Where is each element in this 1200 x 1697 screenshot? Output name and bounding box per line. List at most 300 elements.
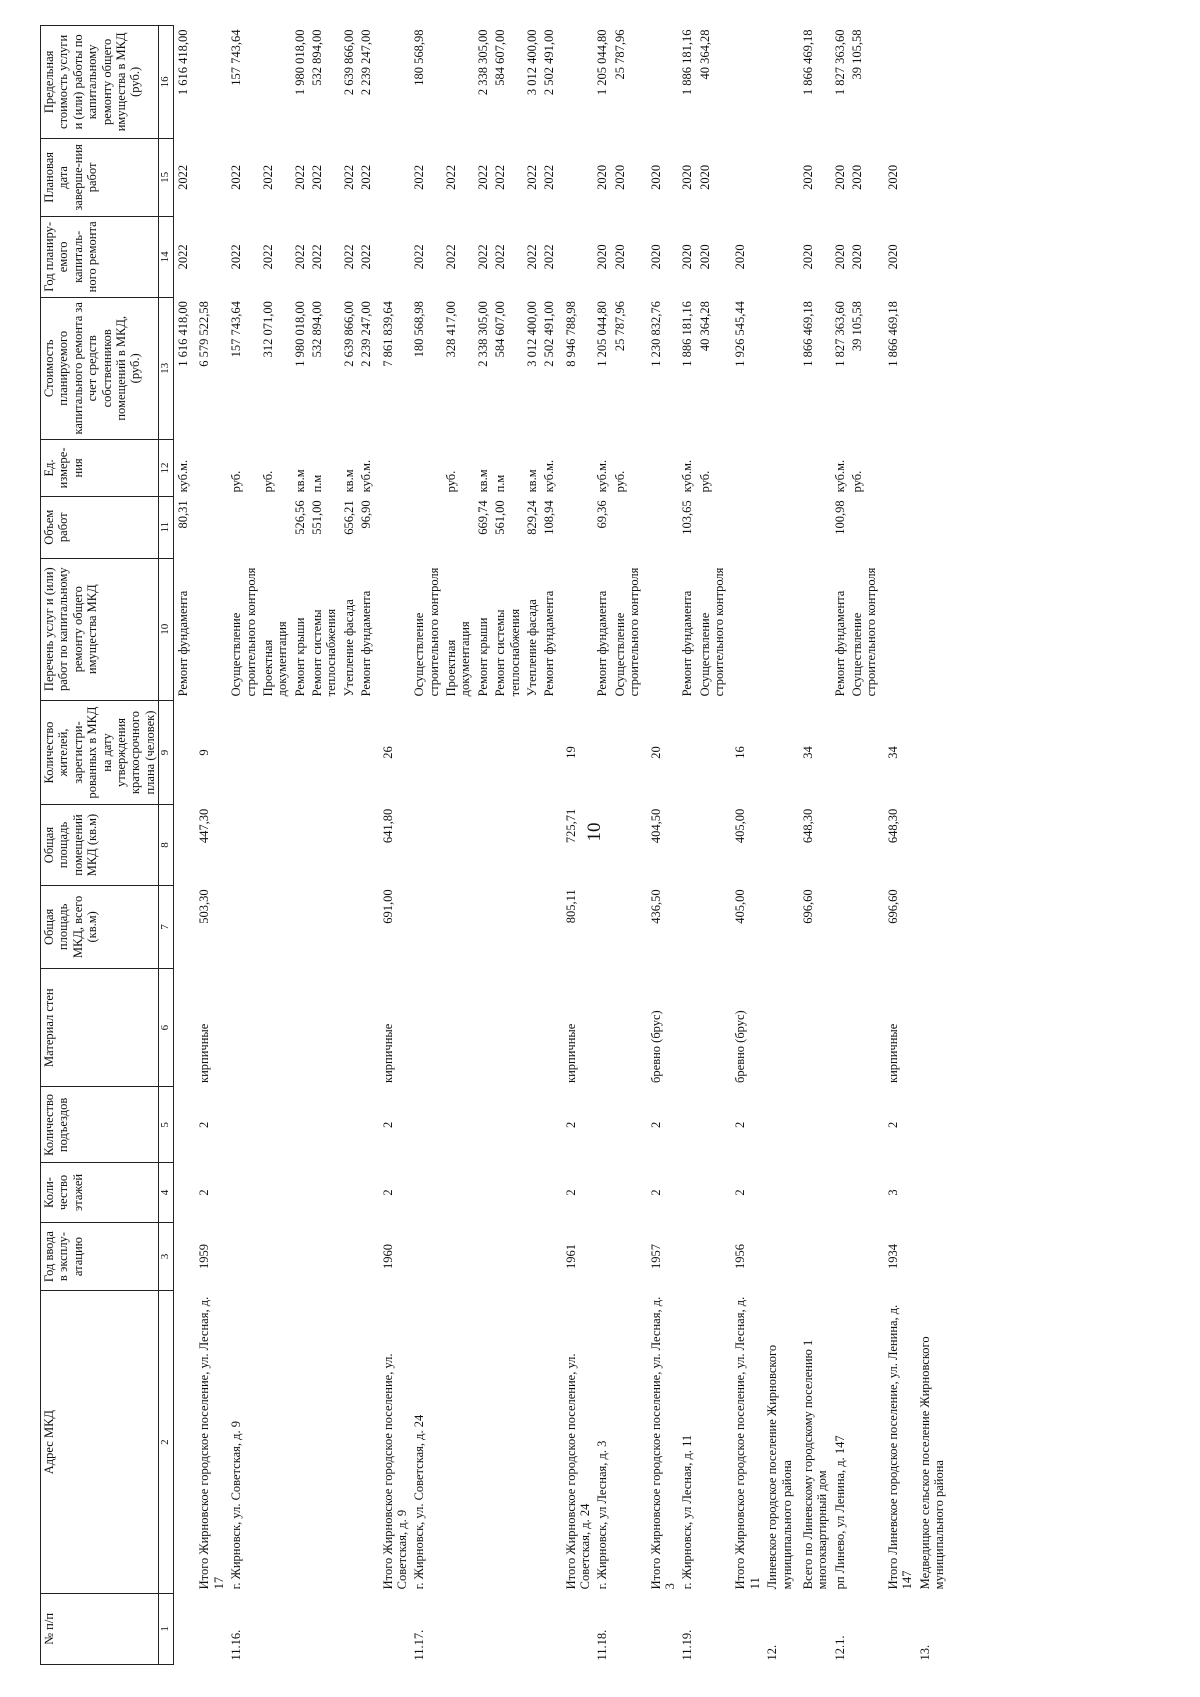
cell-col-8 [291, 805, 308, 886]
cell-col-6 [678, 968, 695, 1087]
cell-col-13: 1 205 044,80 [595, 301, 610, 367]
cell-col-2: г. Жирновск, ул. Советская, д. 24 [412, 1414, 427, 1590]
cell-col-7: 691,00 [380, 889, 395, 924]
cell-col-13: 1 230 832,76 [648, 301, 663, 367]
cell-col-10: Осуществление строительного контроля [850, 567, 879, 697]
cell-col-3 [611, 1222, 643, 1291]
cell-col-14: 2020 [885, 244, 900, 270]
cell-col-1 [491, 1593, 523, 1664]
summary-row [643, 26, 679, 1665]
cell-col-4: 2 [563, 1189, 578, 1196]
cell-col-11: 103,65 [680, 500, 695, 535]
cell-col-15: 2020 [648, 164, 663, 190]
cell-col-3 [357, 1222, 374, 1291]
cell-col-6 [491, 968, 523, 1087]
cell-col-5 [831, 1087, 848, 1163]
cell-col-9 [259, 700, 291, 804]
cell-col-2 [174, 1291, 192, 1593]
cell-col-14: 2022 [359, 244, 374, 270]
cell-col-14: 2022 [229, 244, 244, 270]
cell-col-7 [678, 885, 695, 968]
cell-col-14: 2022 [475, 244, 490, 270]
cell-col-4 [259, 1163, 291, 1222]
cell-col-1: 11.16. [229, 1629, 244, 1661]
cell-col-5 [593, 1087, 610, 1163]
cell-col-10 [643, 558, 679, 700]
cell-col-7: 503,30 [197, 889, 212, 924]
cell-col-13: 1 886 181,16 [680, 301, 695, 367]
table-row [474, 26, 491, 1665]
cell-col-1 [340, 1593, 357, 1664]
cell-col-1: 11.17. [412, 1629, 427, 1661]
cell-col-15: 2022 [444, 164, 458, 190]
cell-col-11: 80,31 [176, 500, 190, 529]
cell-col-16: 2 338 305,00 [475, 29, 490, 96]
cell-col-11 [410, 496, 442, 558]
cell-col-14: 2022 [310, 244, 324, 270]
cell-col-6 [611, 968, 643, 1087]
table-row [540, 26, 557, 1665]
cell-col-12 [643, 439, 679, 496]
cell-col-7 [442, 885, 474, 968]
cell-col-4 [763, 1163, 795, 1222]
cell-col-12: куб.м. [176, 459, 190, 493]
cell-col-1 [523, 1593, 540, 1664]
cell-col-12: кв.м [292, 469, 307, 493]
table-row [442, 26, 474, 1665]
cell-col-13: 3 012 400,00 [524, 301, 539, 367]
cell-col-2 [696, 1291, 728, 1593]
cell-col-15: 2020 [850, 164, 864, 190]
cell-col-9 [340, 700, 357, 804]
cell-col-16: 1 980 018,00 [292, 29, 307, 96]
cell-col-5 [848, 1087, 880, 1163]
cell-col-15 [558, 138, 594, 216]
cell-col-14 [763, 217, 795, 298]
cell-col-9 [763, 700, 795, 804]
cell-col-15: 2022 [310, 164, 324, 190]
cell-col-12 [880, 439, 916, 496]
cell-col-13: 312 071,00 [260, 301, 275, 358]
cell-col-11 [763, 496, 795, 558]
cell-col-12: куб.м. [680, 459, 695, 493]
cell-col-6 [795, 968, 831, 1087]
cell-col-14: 2022 [493, 244, 508, 270]
cell-col-13: 2 639 866,00 [341, 301, 356, 367]
cell-col-2: г. Жирновск, ул Лесная, д. 3 [595, 1440, 610, 1590]
cell-col-1: 11.18. [595, 1629, 610, 1661]
cell-col-9: 34 [885, 746, 900, 759]
cell-col-3: 1959 [197, 1244, 212, 1270]
table-row [259, 26, 291, 1665]
cell-col-6: бревно (брус) [648, 1010, 663, 1083]
column-number-10: 10 [159, 558, 174, 700]
cell-col-13: 40 364,28 [697, 301, 712, 352]
cell-col-11 [611, 496, 643, 558]
cell-col-3 [291, 1222, 308, 1291]
cell-col-7 [831, 885, 848, 968]
cell-col-3 [308, 1222, 340, 1291]
cell-col-7 [696, 885, 728, 968]
cell-col-4 [491, 1163, 523, 1222]
cell-col-6 [831, 968, 848, 1087]
cell-col-3 [474, 1222, 491, 1291]
cell-col-2: г. Жирновск, ул. Советская, д. 9 [229, 1420, 244, 1590]
cell-col-10: Ремонт фундамента [832, 590, 847, 697]
cell-col-11 [696, 496, 728, 558]
cell-col-14: 2022 [412, 244, 427, 270]
cell-col-11 [727, 496, 763, 558]
cell-col-13: 2 239 247,00 [359, 301, 374, 367]
cell-col-14: 2020 [680, 244, 695, 270]
cell-col-9 [593, 700, 610, 804]
cell-col-8 [442, 805, 474, 886]
cell-col-12: куб.м. [359, 459, 374, 493]
cell-col-16: 2 502 491,00 [542, 29, 557, 96]
cell-col-5 [916, 1087, 948, 1163]
summary-row [727, 26, 763, 1665]
cell-col-5 [227, 1087, 259, 1163]
table-row [291, 26, 308, 1665]
table-row [340, 26, 357, 1665]
cell-col-3 [795, 1222, 831, 1291]
cell-col-9 [540, 700, 557, 804]
cell-col-1 [643, 1593, 679, 1664]
cell-col-9 [611, 700, 643, 804]
cell-col-14: 2020 [832, 244, 847, 270]
column-header-14: Год планиру-емого капиталь-ного ремонта [41, 217, 159, 298]
cell-col-12: куб.м. [832, 459, 847, 493]
cell-col-5: 2 [563, 1121, 578, 1129]
cell-col-8 [410, 805, 442, 886]
cell-col-13: 39 105,58 [850, 301, 864, 352]
cell-col-8 [474, 805, 491, 886]
cell-col-16 [727, 26, 763, 139]
cell-col-10: Проектная документация [260, 621, 290, 697]
column-number-row [159, 26, 174, 1665]
cell-col-15 [916, 138, 948, 216]
cell-col-11: 829,24 [524, 500, 539, 535]
cell-col-9 [848, 700, 880, 804]
column-header-10: Перечень услуг и (или) работ по капитальному ремонту общего имущества МКД [41, 558, 159, 700]
cell-col-12: руб. [260, 470, 275, 493]
cell-col-8 [259, 805, 291, 886]
cell-col-5: 2 [197, 1121, 212, 1129]
cell-col-15: 2020 [697, 164, 712, 190]
cell-col-10: Проектная документация [444, 621, 473, 697]
column-number-3: 3 [159, 1222, 174, 1291]
cell-col-11 [375, 496, 411, 558]
cell-col-15: 2022 [524, 164, 539, 190]
cell-col-12 [763, 439, 795, 496]
cell-col-13: 532 894,00 [310, 301, 324, 358]
cell-col-5: 2 [380, 1121, 395, 1129]
cell-col-13: 25 787,96 [612, 301, 627, 352]
cell-col-8 [916, 805, 948, 886]
cell-col-15: 2020 [595, 164, 610, 190]
cell-col-4 [291, 1163, 308, 1222]
cell-col-2 [540, 1291, 557, 1593]
cell-col-3 [523, 1222, 540, 1291]
cell-col-14: 2020 [648, 244, 663, 270]
cell-col-10: Утепление фасада [524, 599, 539, 697]
cell-col-16 [558, 26, 594, 139]
column-number-7: 7 [159, 885, 174, 968]
cell-col-4 [831, 1163, 848, 1222]
cell-col-12 [191, 439, 227, 496]
table-row [611, 26, 643, 1665]
cell-col-2 [611, 1291, 643, 1593]
cell-col-6 [916, 968, 948, 1087]
cell-col-9 [308, 700, 340, 804]
cell-col-2: рп Линево, ул Ленина, д. 147 [832, 1435, 847, 1590]
cell-col-14: 2022 [176, 244, 190, 270]
cell-col-5 [291, 1087, 308, 1163]
column-header-7: Общая площадь МКД, всего (кв.м) [41, 885, 159, 968]
cell-col-16: 1 616 418,00 [176, 29, 190, 96]
cell-col-16: 39 105,58 [850, 29, 864, 80]
cell-col-10: Ремонт фундамента [542, 590, 557, 697]
cell-col-13: 2 502 491,00 [542, 301, 557, 367]
cell-col-12 [916, 439, 948, 496]
cell-col-12 [558, 439, 594, 496]
table-row [763, 26, 795, 1665]
cell-col-9 [678, 700, 695, 804]
cell-col-1: 12.1. [832, 1635, 847, 1661]
cell-col-11: 551,00 [310, 500, 324, 535]
cell-col-10: Ремонт фундамента [595, 590, 610, 697]
cell-col-16: 1 827 363,60 [832, 29, 847, 96]
cell-col-7: 436,50 [648, 889, 663, 924]
cell-col-8 [491, 805, 523, 886]
column-number-16: 16 [159, 26, 174, 139]
cell-col-15: 2022 [493, 164, 508, 190]
cell-col-4 [308, 1163, 340, 1222]
cell-col-13: 157 743,64 [229, 301, 244, 358]
cell-col-10 [880, 558, 916, 700]
cell-col-4 [523, 1163, 540, 1222]
cell-col-11 [442, 496, 474, 558]
cell-col-7 [227, 885, 259, 968]
cell-col-3 [227, 1222, 259, 1291]
cell-col-5 [611, 1087, 643, 1163]
cell-col-6: кирпичные [563, 1023, 578, 1083]
cell-col-16: 1 886 181,16 [680, 29, 695, 96]
cell-col-10: Ремонт фундамента [359, 590, 374, 697]
cell-col-1: 13. [917, 1644, 932, 1661]
column-number-13: 13 [159, 297, 174, 439]
table-row [410, 26, 442, 1665]
cell-col-16: 2 639 866,00 [341, 29, 356, 96]
cell-col-10: Утепление фасада [341, 599, 356, 697]
column-header-12: Ед. измере-ния [41, 439, 159, 496]
cell-col-11: 561,00 [493, 500, 508, 535]
cell-col-6 [848, 968, 880, 1087]
column-number-6: 6 [159, 968, 174, 1087]
cell-col-14: 2020 [595, 244, 610, 270]
cell-col-14: 2020 [800, 244, 815, 270]
table-row [916, 26, 948, 1665]
cell-col-8 [308, 805, 340, 886]
cell-col-3: 1961 [563, 1244, 578, 1270]
cell-col-6 [308, 968, 340, 1087]
cell-col-2 [357, 1291, 374, 1593]
cell-col-12 [727, 439, 763, 496]
cell-col-2: Итого Жирновское городское поселение, ул. Советская, д. 24 [563, 1353, 592, 1590]
cell-col-7 [763, 885, 795, 968]
table-row [357, 26, 374, 1665]
cell-col-2 [523, 1291, 540, 1593]
cell-col-16: 3 012 400,00 [524, 29, 539, 96]
cell-col-11 [191, 496, 227, 558]
cell-col-2 [291, 1291, 308, 1593]
cell-col-5 [357, 1087, 374, 1163]
cell-col-5 [491, 1087, 523, 1163]
cell-col-13: 1 616 418,00 [176, 301, 190, 367]
cell-col-5 [678, 1087, 695, 1163]
cell-col-3 [259, 1222, 291, 1291]
cell-col-10: Ремонт фундамента [176, 590, 190, 697]
cell-col-3 [593, 1222, 610, 1291]
cell-col-8 [340, 805, 357, 886]
cell-col-16 [375, 26, 411, 139]
cell-col-4 [357, 1163, 374, 1222]
cell-col-9: 19 [563, 746, 578, 759]
cell-col-3: 1957 [648, 1244, 663, 1270]
page-number: 10 [584, 822, 605, 842]
cell-col-12: кв.м [341, 469, 356, 493]
cell-col-5 [308, 1087, 340, 1163]
table-row [678, 26, 695, 1665]
cell-col-9 [491, 700, 523, 804]
cell-col-10: Ремонт системы теплоснабжения [493, 608, 522, 697]
cell-col-6: кирпичные [380, 1023, 395, 1083]
cell-col-9 [831, 700, 848, 804]
cell-col-16: 25 787,96 [612, 29, 627, 80]
cell-col-13: 1 866 469,18 [800, 301, 815, 367]
table-row [831, 26, 848, 1665]
cell-col-3: 1960 [380, 1244, 395, 1270]
column-number-1: 1 [159, 1593, 174, 1664]
cell-col-4 [611, 1163, 643, 1222]
cell-col-1 [191, 1593, 227, 1664]
cell-col-1 [795, 1593, 831, 1664]
cell-col-1: 11.19. [680, 1629, 695, 1661]
cell-col-1 [474, 1593, 491, 1664]
cell-col-11: 656,21 [341, 500, 356, 535]
cell-col-11 [643, 496, 679, 558]
cell-col-12: кв.м [475, 469, 490, 493]
cell-col-4 [593, 1163, 610, 1222]
cell-col-2 [491, 1291, 523, 1593]
cell-col-10 [795, 558, 831, 700]
cell-col-7 [174, 885, 192, 968]
cell-col-16 [191, 26, 227, 139]
cell-col-2: Медведицкое сельское поселение Жирновского муниципального района [917, 1336, 946, 1590]
cell-col-14: 2020 [612, 244, 627, 270]
cell-col-5: 2 [733, 1121, 748, 1129]
cell-col-1 [727, 1593, 763, 1664]
cell-col-5: 2 [885, 1121, 900, 1129]
cell-col-8: 641,80 [380, 808, 395, 844]
cell-col-2: Всего по Линевскому городскому поселению 1 многоквартирный дом [800, 1339, 830, 1590]
cell-col-4: 3 [885, 1189, 900, 1196]
cell-col-6 [357, 968, 374, 1087]
column-header-1: № п/п [41, 1593, 159, 1664]
cell-col-5 [696, 1087, 728, 1163]
cell-col-13: 1 980 018,00 [292, 301, 307, 367]
cell-col-8 [593, 805, 610, 886]
cell-col-1 [259, 1593, 291, 1664]
table-row [848, 26, 880, 1665]
cell-col-1 [308, 1593, 340, 1664]
cell-col-16 [763, 26, 795, 139]
capital-repair-plan-table [40, 25, 947, 1665]
cell-col-8 [611, 805, 643, 886]
cell-col-14 [191, 217, 227, 298]
cell-col-11 [227, 496, 259, 558]
cell-col-6 [410, 968, 442, 1087]
cell-col-15 [375, 138, 411, 216]
table-row [308, 26, 340, 1665]
cell-col-14: 2022 [542, 244, 557, 270]
summary-row [558, 26, 594, 1665]
cell-col-15 [191, 138, 227, 216]
cell-col-6: кирпичные [197, 1023, 212, 1083]
cell-col-11: 108,94 [542, 500, 557, 535]
cell-col-14 [916, 217, 948, 298]
column-number-15: 15 [159, 138, 174, 216]
cell-col-10: Осуществление строительного контроля [229, 567, 258, 697]
column-number-12: 12 [159, 439, 174, 496]
cell-col-3 [491, 1222, 523, 1291]
cell-col-11: 526,56 [292, 500, 307, 535]
cell-col-5 [540, 1087, 557, 1163]
cell-col-2 [474, 1291, 491, 1593]
column-number-5: 5 [159, 1087, 174, 1163]
column-number-14: 14 [159, 217, 174, 298]
cell-col-2: Итого Жирновское городское поселение, ул. Советская, д. 9 [380, 1353, 409, 1590]
cell-col-3 [442, 1222, 474, 1291]
cell-col-16: 180 568,98 [412, 29, 427, 86]
cell-col-1 [357, 1593, 374, 1664]
cell-col-10: Ремонт системы теплоснабжения [310, 608, 339, 697]
column-number-4: 4 [159, 1163, 174, 1222]
cell-col-5 [410, 1087, 442, 1163]
cell-col-9 [916, 700, 948, 804]
cell-col-3 [410, 1222, 442, 1291]
cell-col-8 [174, 805, 192, 886]
cell-col-7 [848, 885, 880, 968]
cell-col-13: 584 607,00 [493, 301, 508, 358]
column-header-4: Коли-чество этажей [41, 1163, 159, 1222]
cell-col-10: Осуществление строительного контроля [697, 567, 726, 697]
cell-col-6 [696, 968, 728, 1087]
cell-col-15: 2020 [885, 164, 900, 190]
table-row [227, 26, 259, 1665]
cell-col-15: 2020 [680, 164, 695, 190]
cell-col-10: Осуществление строительного контроля [412, 567, 441, 697]
cell-col-5: 2 [648, 1121, 663, 1129]
cell-col-12 [410, 439, 442, 496]
cell-col-16 [643, 26, 679, 139]
cell-col-2 [308, 1291, 340, 1593]
cell-col-16 [442, 26, 474, 139]
cell-col-12: кв.м [524, 469, 539, 493]
cell-col-9 [291, 700, 308, 804]
cell-col-13: 180 568,98 [412, 301, 427, 358]
cell-col-2: г. Жирновск, ул Лесная, д. 11 [680, 1434, 695, 1590]
